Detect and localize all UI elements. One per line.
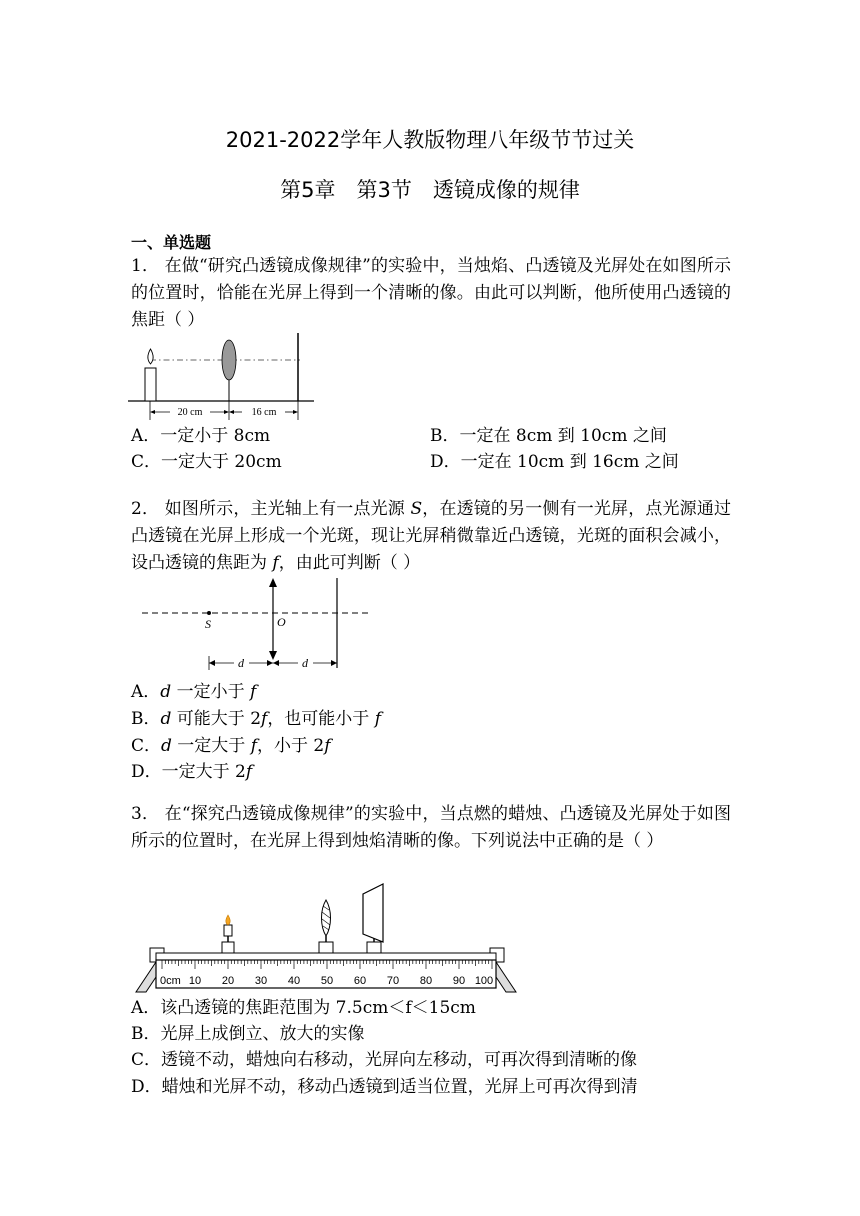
q2-center-label: O	[277, 615, 286, 629]
q2-point-source	[207, 611, 211, 615]
q1-candle	[145, 368, 156, 401]
section-title: 一、单选题	[131, 233, 212, 252]
q3-figure	[134, 880, 520, 996]
q1-option-c[interactable]: C．一定大于 20cm	[131, 452, 282, 472]
doc-title: 2021-2022学年人教版物理八年级节节过关	[225, 128, 635, 152]
q3-option-a[interactable]: A．该凸透镜的焦距范围为 7.5cm＜f＜15cm	[131, 998, 476, 1018]
q3-tick-30: 30	[254, 975, 268, 987]
q2-option-c[interactable]: C．d 一定大于 f，小于 2f	[131, 736, 331, 756]
q2-option-a[interactable]: A．d 一定小于 f	[131, 682, 257, 702]
doc-subtitle: 第5章 第3节 透镜成像的规律	[280, 178, 580, 202]
q3-tick-40: 40	[287, 975, 301, 987]
q3-candle	[224, 925, 232, 936]
q2-d-label-2: d	[302, 656, 308, 670]
q1-figure	[128, 330, 318, 422]
q1-dist2-label: 16 cm	[251, 407, 277, 418]
q3-tick-80: 80	[419, 975, 433, 987]
q1-dist1-label: 20 cm	[177, 407, 203, 418]
question-3-text: 3． 在“探究凸透镜成像规律”的实验中，当点燃的蜡烛、凸透镜及光屏处于如图所示的位置时，在光屏上得到烛焰清晰的像。下列说法中正确的是（ ）	[131, 804, 731, 851]
q3-tick-10: 10	[188, 975, 202, 987]
q2-option-b[interactable]: B．d 可能大于 2f，也可能小于 f	[131, 709, 382, 729]
q1-flame	[148, 349, 153, 364]
q3-lens	[322, 900, 331, 936]
q3-screen	[363, 884, 383, 942]
q3-tick-20: 20	[221, 975, 235, 987]
q3-option-b[interactable]: B．光屏上成倒立、放大的实像	[131, 1024, 365, 1044]
question-2-text: 2． 如图所示，主光轴上有一点光源 S，在透镜的另一侧有一光屏，点光源通过凸透镜在光屏上形成一个光斑，现让光屏稍微靠近凸透镜，光斑的面积会减小，设凸透镜的焦距为 f，由此可判断（ ）	[131, 499, 731, 573]
q3-tick-70: 70	[386, 975, 400, 987]
q1-option-b[interactable]: B．一定在 8cm 到 10cm 之间	[430, 426, 667, 446]
q2-d-label-1: d	[238, 656, 244, 670]
q3-flame	[226, 915, 231, 925]
q3-tick-0: 0cm	[160, 975, 181, 987]
q3-tick-60: 60	[353, 975, 367, 987]
q3-option-d[interactable]: D．蜡烛和光屏不动，移动凸透镜到适当位置，光屏上可再次得到清	[131, 1077, 638, 1097]
q2-point-label: S	[205, 617, 211, 631]
q1-option-a[interactable]: A．一定小于 8cm	[131, 426, 271, 446]
q3-tick-100: 100	[474, 975, 494, 987]
q2-option-d[interactable]: D．一定大于 2f	[131, 762, 253, 782]
q3-tick-90: 90	[452, 975, 466, 987]
q1-option-d[interactable]: D．一定在 10cm 到 16cm 之间	[430, 452, 679, 472]
q3-option-c[interactable]: C．透镜不动，蜡烛向右移动，光屏向左移动，可再次得到清晰的像	[131, 1050, 638, 1070]
q2-figure	[142, 578, 372, 674]
q1-lens	[222, 340, 236, 380]
question-1-text: 1． 在做“研究凸透镜成像规律”的实验中，当烛焰、凸透镜及光屏处在如图所示的位置时，恰能在光屏上得到一个清晰的像。由此可以判断，他所使用凸透镜的焦距（ ）	[131, 256, 731, 330]
q3-bench	[156, 953, 496, 960]
q3-tick-50: 50	[320, 975, 334, 987]
